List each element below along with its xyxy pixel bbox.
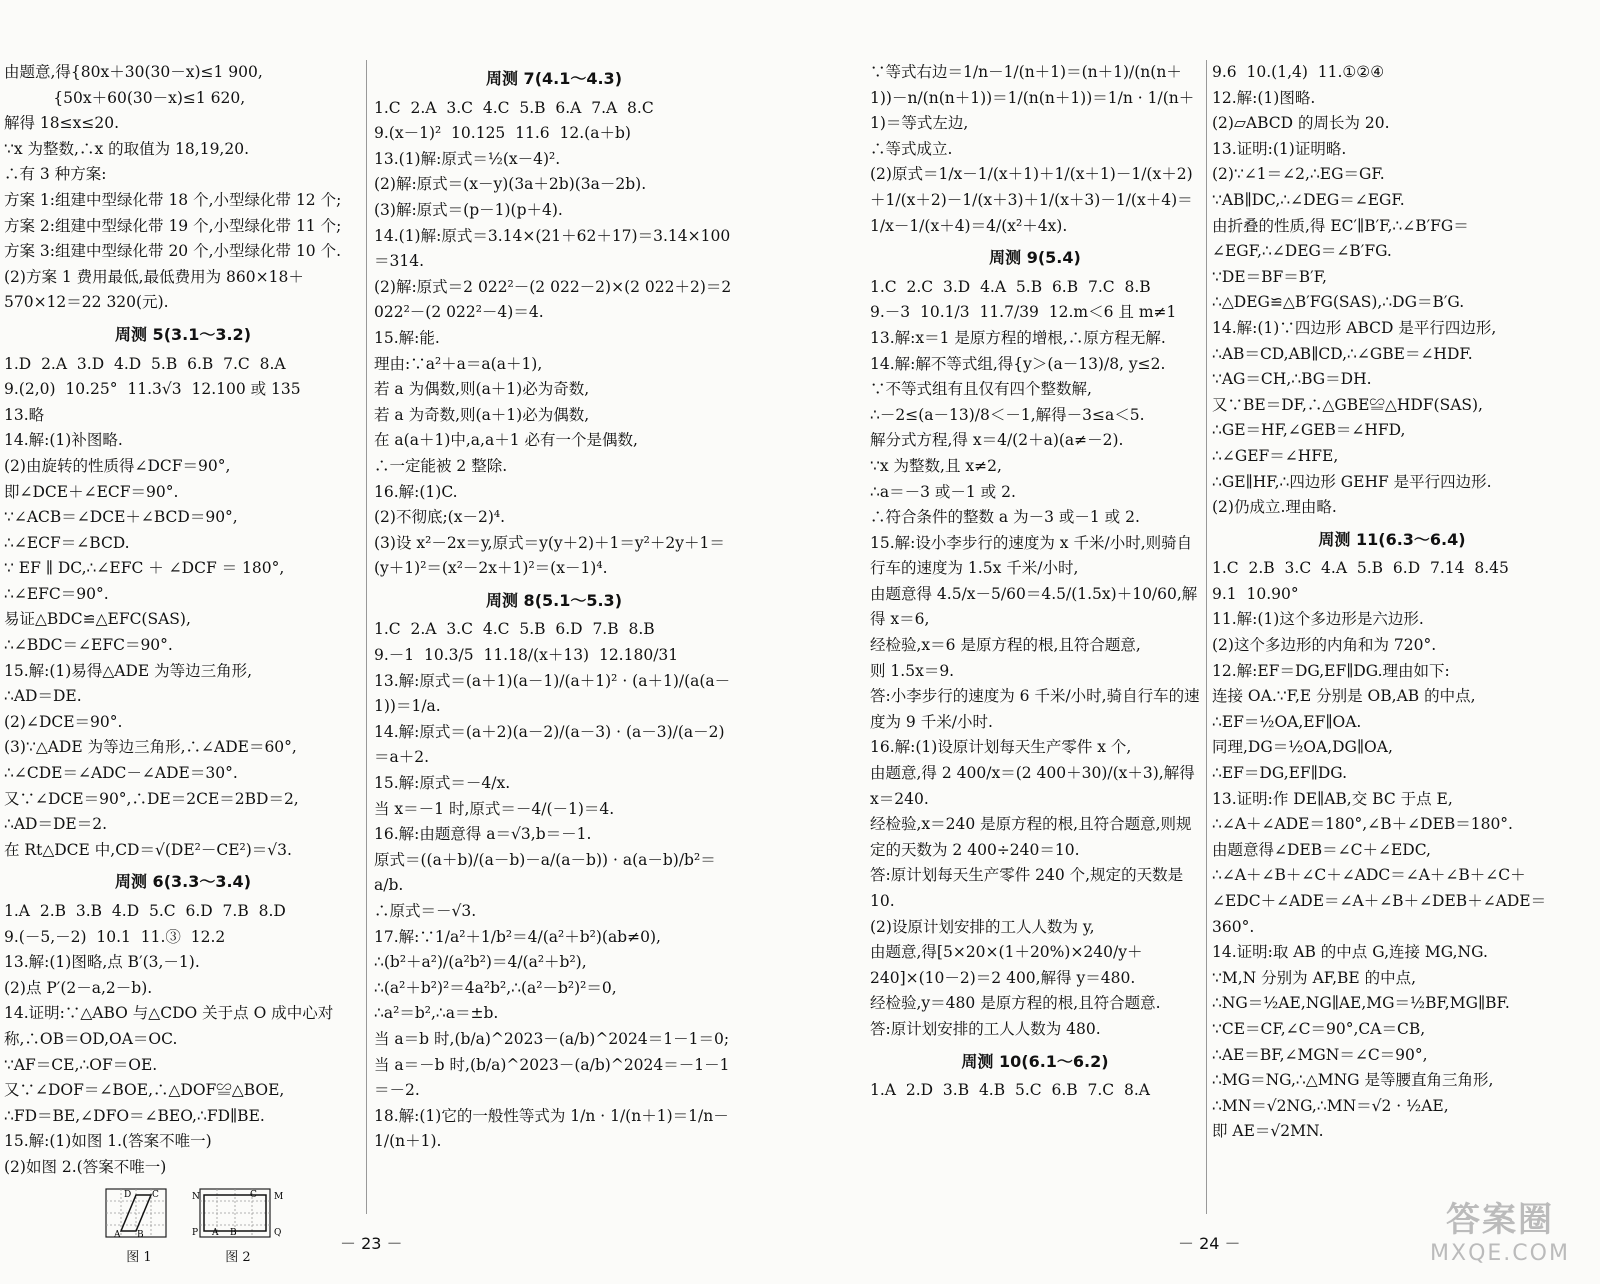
answer-line: 14.证明:取 AB 的中点 G,连接 MG,NG. (1212, 943, 1488, 962)
answer-line: ∵AG＝CH,∴BG＝DH. (1212, 370, 1372, 389)
answer-line: ∴∠A＋∠ADE＝180°,∠B＋∠DEB＝180°. (1212, 815, 1513, 834)
answer-line: 若 a 为奇数,则(a＋1)必为偶数, (374, 405, 590, 424)
answer-line: 9.1 10.90° (1212, 584, 1299, 603)
answer-line: 由题意,得 2 400/x＝(2 400＋30)/(x＋3),解得 x＝240. (870, 764, 1200, 808)
answer-line: ∵CE＝CF,∠C＝90°,CA＝CB, (1212, 1019, 1426, 1038)
answer-line: ∴FD＝BE,∠DFO＝∠BEO,∴FD∥BE. (4, 1106, 265, 1125)
answer-line: 13.解:x＝1 是原方程的增根,∴原方程无解. (870, 328, 1166, 347)
answer-line: ∴∠GEF＝∠HFE, (1212, 446, 1339, 465)
answer-line: 解分式方程,得 x＝4/(2＋a)(a≠－2). (870, 431, 1124, 450)
answer-line: ∴∠EFC＝90°. (4, 584, 109, 603)
answer-line: 又∵∠DCE＝90°,∴DE＝2CE＝2BD＝2, (4, 789, 299, 808)
answer-line: 易证△BDC≌△EFC(SAS), (4, 610, 191, 629)
answer-line: 9.－1 10.3/5 11.18/(x＋13) 12.180/31 (374, 646, 679, 665)
answer-line: (3)∵△ADE 为等边三角形,∴∠ADE＝60°, (4, 738, 297, 757)
fig2-label-p: P (192, 1227, 199, 1238)
answer-line: 当 a＝－b 时,(b/a)^2023－(a/b)^2024＝－1－1＝－2. (374, 1055, 730, 1100)
fig2-label-a: A (212, 1227, 219, 1238)
fig1-label-c: C (152, 1189, 159, 1200)
answer-line: 17.解:∵1/a²＋1/b²＝4/(a²＋b²)(ab≠0), (374, 927, 661, 946)
answer-line: 1.A 2.D 3.B 4.B 5.C 6.B 7.C 8.A (870, 1081, 1150, 1100)
answer-line: (2)由旋转的性质得∠DCF＝90°, (4, 456, 231, 475)
answer-line: 14.证明:∵△ABO 与△CDO 关于点 O 成中心对称,∴OB＝OD,OA＝OC. (4, 1004, 334, 1048)
answer-line: (2)原式＝1/x－1/(x＋1)＋1/(x＋1)－1/(x＋2)＋1/(x＋2)－1/(x＋3)＋1/(x＋3)－1/(x＋4)＝1/x－1/(x＋4)＝4/(x²＋4x). (870, 165, 1193, 235)
answer-line: 方案 2:组建中型绿化带 19 个,小型绿化带 11 个; (4, 216, 342, 235)
answer-line: (2)如图 2.(答案不唯一) (4, 1157, 167, 1176)
section-heading: 周测 5(3.1～3.2) (114, 324, 252, 344)
fig2-label-q: Q (274, 1227, 282, 1238)
answer-line: ∴△DEG≌△B′FG(SAS),∴DG＝B′G. (1212, 293, 1465, 312)
fig2-label-b: B (230, 1227, 237, 1238)
answer-line: 1.A 2.B 3.B 4.D 5.C 6.D 7.B 8.D (4, 902, 286, 920)
answer-line: ∵DE＝BF＝B′F, (1212, 267, 1327, 286)
section-heading: 周测 6(3.3～3.4) (114, 872, 252, 892)
answer-line: 16.解:(1)C. (374, 482, 458, 501)
answer-line: 在 a(a＋1)中,a,a＋1 必有一个是偶数, (374, 431, 638, 450)
answer-line: ∴EF＝½OA,EF∥OA. (1212, 712, 1362, 731)
answer-line: (2)方案 1 费用最低,最低费用为 860×18＋570×12＝22 320(元). (4, 267, 304, 312)
answer-line: 12.解:EF＝DG,EF∥DG.理由如下: (1212, 661, 1450, 680)
answer-line: (3)解:原式＝(p－1)(p＋4). (374, 200, 563, 219)
answer-line: (2)解:原式＝(x－y)(3a＋2b)(3a－2b). (374, 175, 647, 194)
figure-2 (190, 1187, 286, 1271)
answer-line: ∴AE＝BF,∠MGN＝∠C＝90°, (1212, 1045, 1428, 1064)
fig2-label-c: C (250, 1189, 257, 1200)
answer-line: {50x＋60(30－x)≤1 620, (4, 88, 246, 107)
answer-line: 则 1.5x＝9. (870, 661, 955, 680)
answer-line: ∵M,N 分别为 AF,BE 的中点, (1212, 968, 1417, 987)
answer-line: 15.解:(1)如图 1.(答案不唯一) (4, 1132, 212, 1151)
answer-line: 9.(2,0) 10.25° 11.3√3 12.100 或 135 (4, 380, 301, 399)
answer-line: 答:原计划每天生产零件 240 个,规定的天数是 10. (870, 866, 1189, 910)
answer-line: ∴GE＝HF,∠GEB＝∠HFD, (1212, 421, 1406, 440)
answer-line: ∴AB＝CD,AB∥CD,∴∠GBE＝∠HDF. (1212, 344, 1473, 363)
answer-line: (2)解:原式＝2 022²－(2 022－2)×(2 022＋2)＝2 022²－(2 022²－4)＝4. (374, 277, 737, 322)
answer-line: 14.解:(1)∵四边形 ABCD 是平行四边形, (1212, 318, 1497, 337)
answer-line: ∵AB∥DC,∴∠DEG＝∠EGF. (1212, 190, 1405, 209)
answer-line: 连接 OA.∵F,E 分别是 OB,AB 的中点, (1212, 687, 1476, 706)
answer-line: ∵∠ACB＝∠DCE＋∠BCD＝90°, (4, 508, 238, 527)
answer-line: ∴∠ECF＝∠BCD. (4, 533, 130, 552)
figure-2-drawing (190, 1187, 286, 1245)
page-number-left: － 23 － (340, 1234, 403, 1253)
figure-1 (104, 1187, 174, 1271)
answer-line: 方案 3:组建中型绿化带 20 个,小型绿化带 10 个. (4, 242, 342, 261)
answer-line: 15.解:能. (374, 328, 440, 347)
fig1-label-d: D (124, 1189, 132, 1200)
answer-line: 1.C 2.C 3.D 4.A 5.B 6.B 7.C 8.B (870, 277, 1151, 296)
answer-line: (2)设原计划安排的工人人数为 y, (870, 917, 1095, 936)
answer-line: 13.解:(1)图略,点 B′(3,－1). (4, 953, 200, 972)
answer-line: 答:小李步行的速度为 6 千米/小时,骑自行车的速度为 9 千米/小时. (870, 687, 1200, 731)
answer-line: (2)∠DCE＝90°. (4, 712, 123, 731)
answer-line: 由题意,得[5×20×(1＋20%)×240/y＋240]×(10－2)＝2 400,解得 y＝480. (870, 943, 1143, 987)
answer-line: 13.(1)解:原式＝½(x－4)². (374, 149, 561, 168)
answer-line: ∴a²＝b²,∴a＝±b. (374, 1004, 499, 1023)
answer-line: ∴原式＝－√3. (374, 902, 477, 920)
answer-line: ∵x 为整数,且 x≠2, (870, 456, 1002, 475)
answer-line: 方案 1:组建中型绿化带 18 个,小型绿化带 12 个; (4, 190, 342, 209)
answer-line: 1.C 2.A 3.C 4.C 5.B 6.D 7.B 8.B (374, 620, 655, 639)
figure-1-caption: 图 1 (126, 1249, 152, 1265)
answer-line: ∴(b²＋a²)/(a²b²)＝4/(a²＋b²), (374, 953, 587, 972)
answer-line: 又∵BE＝DF,∴△GBE≌△HDF(SAS), (1212, 395, 1483, 414)
column-2 (374, 60, 737, 1214)
answer-line: ∴符合条件的整数 a 为－3 或－1 或 2. (870, 508, 1140, 527)
fig1-label-b: B (137, 1229, 144, 1240)
answer-line: ∴EF＝DG,EF∥DG. (1212, 764, 1348, 783)
answer-line: 12.解:(1)图略. (1212, 88, 1316, 107)
answer-line: (2)点 P′(2－a,2－b). (4, 978, 153, 997)
watermark-logo (1430, 1194, 1570, 1264)
figure-2-caption: 图 2 (225, 1249, 251, 1265)
answer-line: 1.C 2.B 3.C 4.A 5.B 6.D 7.14 8.45 (1212, 559, 1509, 578)
answer-line: ∴一定能被 2 整除. (374, 456, 508, 475)
column-1 (4, 60, 362, 1265)
column-divider (1206, 60, 1207, 1214)
answer-line: 即 AE＝√2MN. (1212, 1122, 1324, 1141)
answer-line: 当 x＝－1 时,原式＝－4/(－1)＝4. (374, 799, 615, 818)
answer-line: ∴(a²＋b²)²＝4a²b²,∴(a²－b²)²＝0, (374, 978, 617, 997)
right-page (870, 60, 1600, 1214)
answer-line: ∴∠A＋∠B＋∠C＋∠ADC＝∠A＋∠B＋∠C＋∠EDC＋∠ADE＝∠A＋∠B＋∠DEB＋∠ADE＝360°. (1212, 866, 1547, 936)
answer-line: (2)这个多边形的内角和为 720°. (1212, 636, 1437, 655)
answer-line: 14.解:(1)补图略. (4, 431, 123, 450)
answer-line: 13.证明:作 DE∥AB,交 BC 于点 E, (1212, 789, 1453, 808)
answer-line: ∴AD＝DE. (4, 687, 82, 706)
fig1-label-a: A (114, 1229, 121, 1240)
answer-line: 由题意得∠DEB＝∠C＋∠EDC, (1212, 840, 1431, 859)
column-3 (870, 60, 1200, 1214)
answer-line: 理由:∵a²＋a＝a(a＋1), (374, 354, 543, 373)
answer-line: ∴MG＝NG,∴△MNG 是等腰直角三角形, (1212, 1071, 1494, 1090)
page-number-right: － 24 － (1178, 1234, 1241, 1253)
column-divider (366, 60, 367, 1214)
answer-line: 由折叠的性质,得 EC′∥B′F,∴∠B′FG＝∠EGF,∴∠DEG＝∠B′FG. (1212, 216, 1469, 261)
answer-line: 当 a＝b 时,(b/a)^2023－(a/b)^2024＝1－1＝0; (374, 1029, 730, 1048)
answer-line: 又∵∠DOF＝∠BOE,∴△DOF≌△BOE, (4, 1081, 285, 1100)
answer-line: 在 Rt△DCE 中,CD＝√(DE²－CE²)＝√3. (4, 840, 292, 859)
answer-line: 原式＝((a＋b)/(a－b)－a/(a－b)) · a(a－b)/b²＝a/b. (374, 850, 716, 895)
answer-line: ∴MN＝√2NG,∴MN＝√2 · ½AE, (1212, 1096, 1449, 1115)
answer-line: 16.解:(1)设原计划每天生产零件 x 个, (870, 738, 1132, 757)
answer-line: (2)▱ABCD 的周长为 20. (1212, 114, 1390, 133)
answer-line: 由题意得 4.5/x－5/60＝4.5/(1.5x)＋10/60,解得 x＝6, (870, 584, 1198, 629)
figure-1-drawing (104, 1187, 174, 1245)
fig2-label-m: M (274, 1191, 284, 1202)
section-heading: 周测 11(6.3～6.4) (1318, 529, 1466, 549)
answer-line: 15.解:(1)易得△ADE 为等边三角形, (4, 661, 253, 680)
answer-line: ∵x 为整数,∴x 的取值为 18,19,20. (4, 139, 250, 158)
answer-line: 15.解:设小李步行的速度为 x 千米/小时,则骑自行车的速度为 1.5x 千米/小时, (870, 533, 1193, 578)
answer-line: 由题意,得{80x＋30(30－x)≤1 900, (4, 63, 263, 81)
answer-line: (2)∵∠1＝∠2,∴EG＝GF. (1212, 165, 1385, 184)
answer-line: 14.解:解不等式组,得{y＞(a－13)/8, y≤2. (870, 354, 1166, 373)
watermark-text: 答案圈 (1446, 1200, 1554, 1240)
answer-line: 经检验,y＝480 是原方程的根,且符合题意. (870, 994, 1161, 1013)
answer-line: (2)仍成立.理由略. (1212, 498, 1337, 517)
answer-line: ∴GE∥HF,∴四边形 GEHF 是平行四边形. (1212, 472, 1492, 491)
answer-line: 13.解:原式＝(a＋1)(a－1)/(a＋1)² · (a＋1)/(a(a－1))＝1/a. (374, 671, 731, 716)
answer-line: ∴a＝－3 或－1 或 2. (870, 482, 1016, 501)
section-heading: 周测 8(5.1～5.3) (485, 590, 623, 610)
answer-line: 14.解:原式＝(a＋2)(a－2)/(a－3) · (a－3)/(a－2)＝a＋2. (374, 722, 725, 767)
answer-line: ∴等式成立. (870, 139, 953, 158)
answer-line: 13.证明:(1)证明略. (1212, 139, 1347, 158)
answer-line: 9.(－5,－2) 10.1 11.③ 12.2 (4, 927, 226, 946)
answer-line: ∵等式右边＝1/n－1/(n＋1)＝(n＋1)/(n(n＋1))－n/(n(n＋1))＝1/(n(n＋1))＝1/n · 1/(n＋1)＝等式左边, (870, 63, 1195, 133)
section-heading: 周测 10(6.1～6.2) (961, 1051, 1109, 1071)
left-page (0, 60, 745, 1265)
answer-line: 经检验,x＝6 是原方程的根,且符合题意, (870, 636, 1141, 655)
answer-line: ∴∠CDE＝∠ADC－∠ADE＝30°. (4, 764, 238, 783)
answer-line: 18.解:(1)它的一般性等式为 1/n · 1/(n＋1)＝1/n－1/(n＋1). (374, 1106, 729, 1151)
watermark-url: MXQE.COM (1430, 1241, 1570, 1266)
answer-line: 9.－3 10.1/3 11.7/39 12.m＜6 且 m≠1 (870, 303, 1177, 322)
answer-line: ∴AD＝DE＝2. (4, 815, 108, 834)
answer-line: 1.C 2.A 3.C 4.C 5.B 6.A 7.A 8.C (374, 98, 654, 117)
answer-line: 16.解:由题意得 a＝√3,b＝－1. (374, 825, 592, 844)
answer-line: ∵ EF ∥ DC,∴∠EFC ＋ ∠DCF ＝ 180°, (4, 559, 285, 578)
answer-line: 15.解:原式＝－4/x. (374, 774, 511, 793)
fig2-label-n: N (192, 1191, 200, 1202)
answer-line: 9.6 10.(1,4) 11.①②④ (1212, 63, 1385, 81)
answer-line: 1.D 2.A 3.D 4.D 5.B 6.B 7.C 8.A (4, 354, 286, 373)
answer-line: 答:原计划安排的工人人数为 480. (870, 1019, 1101, 1038)
figures (104, 1187, 362, 1271)
answer-line: ∵AF＝CE,∴OF＝OE. (4, 1055, 158, 1074)
section-heading: 周测 7(4.1～4.3) (485, 69, 623, 88)
answer-line: 经检验,x＝240 是原方程的根,且符合题意,则规定的天数为 2 400÷240＝10. (870, 815, 1192, 859)
section-heading: 周测 9(5.4) (989, 248, 1081, 268)
answer-line: ∴NG＝½AE,NG∥AE,MG＝½BF,MG∥BF. (1212, 994, 1510, 1013)
answer-line: 解得 18≤x≤20. (4, 114, 120, 133)
answer-line: (2)不彻底;(x－2)⁴. (374, 508, 506, 527)
answer-line: 若 a 为偶数,则(a＋1)必为奇数, (374, 380, 590, 399)
answer-line: 14.(1)解:原式＝3.14×(21＋62＋17)＝3.14×100＝314. (374, 226, 731, 271)
answer-line: ∴∠BDC＝∠EFC＝90°. (4, 636, 173, 655)
answer-line: ∴有 3 种方案: (4, 165, 107, 184)
answer-line: 即∠DCE＋∠ECF＝90°. (4, 482, 179, 501)
answer-line: 同理,DG＝½OA,DG∥OA, (1212, 738, 1393, 757)
answer-line: 9.(x－1)² 10.125 11.6 12.(a＋b) (374, 124, 631, 143)
answer-line: 13.略 (4, 405, 45, 424)
column-4 (1212, 60, 1572, 1214)
answer-line: ∴－2≤(a－13)/8＜－1,解得－3≤a＜5. (870, 405, 1145, 424)
answer-line: 11.解:(1)这个多边形是六边形. (1212, 610, 1424, 629)
answer-line: (3)设 x²－2x＝y,原式＝y(y＋2)＋1＝y²＋2y＋1＝(y＋1)²＝(x²－2x＋1)²＝(x－1)⁴. (374, 533, 725, 578)
answer-line: ∵不等式组有且仅有四个整数解, (870, 380, 1092, 399)
